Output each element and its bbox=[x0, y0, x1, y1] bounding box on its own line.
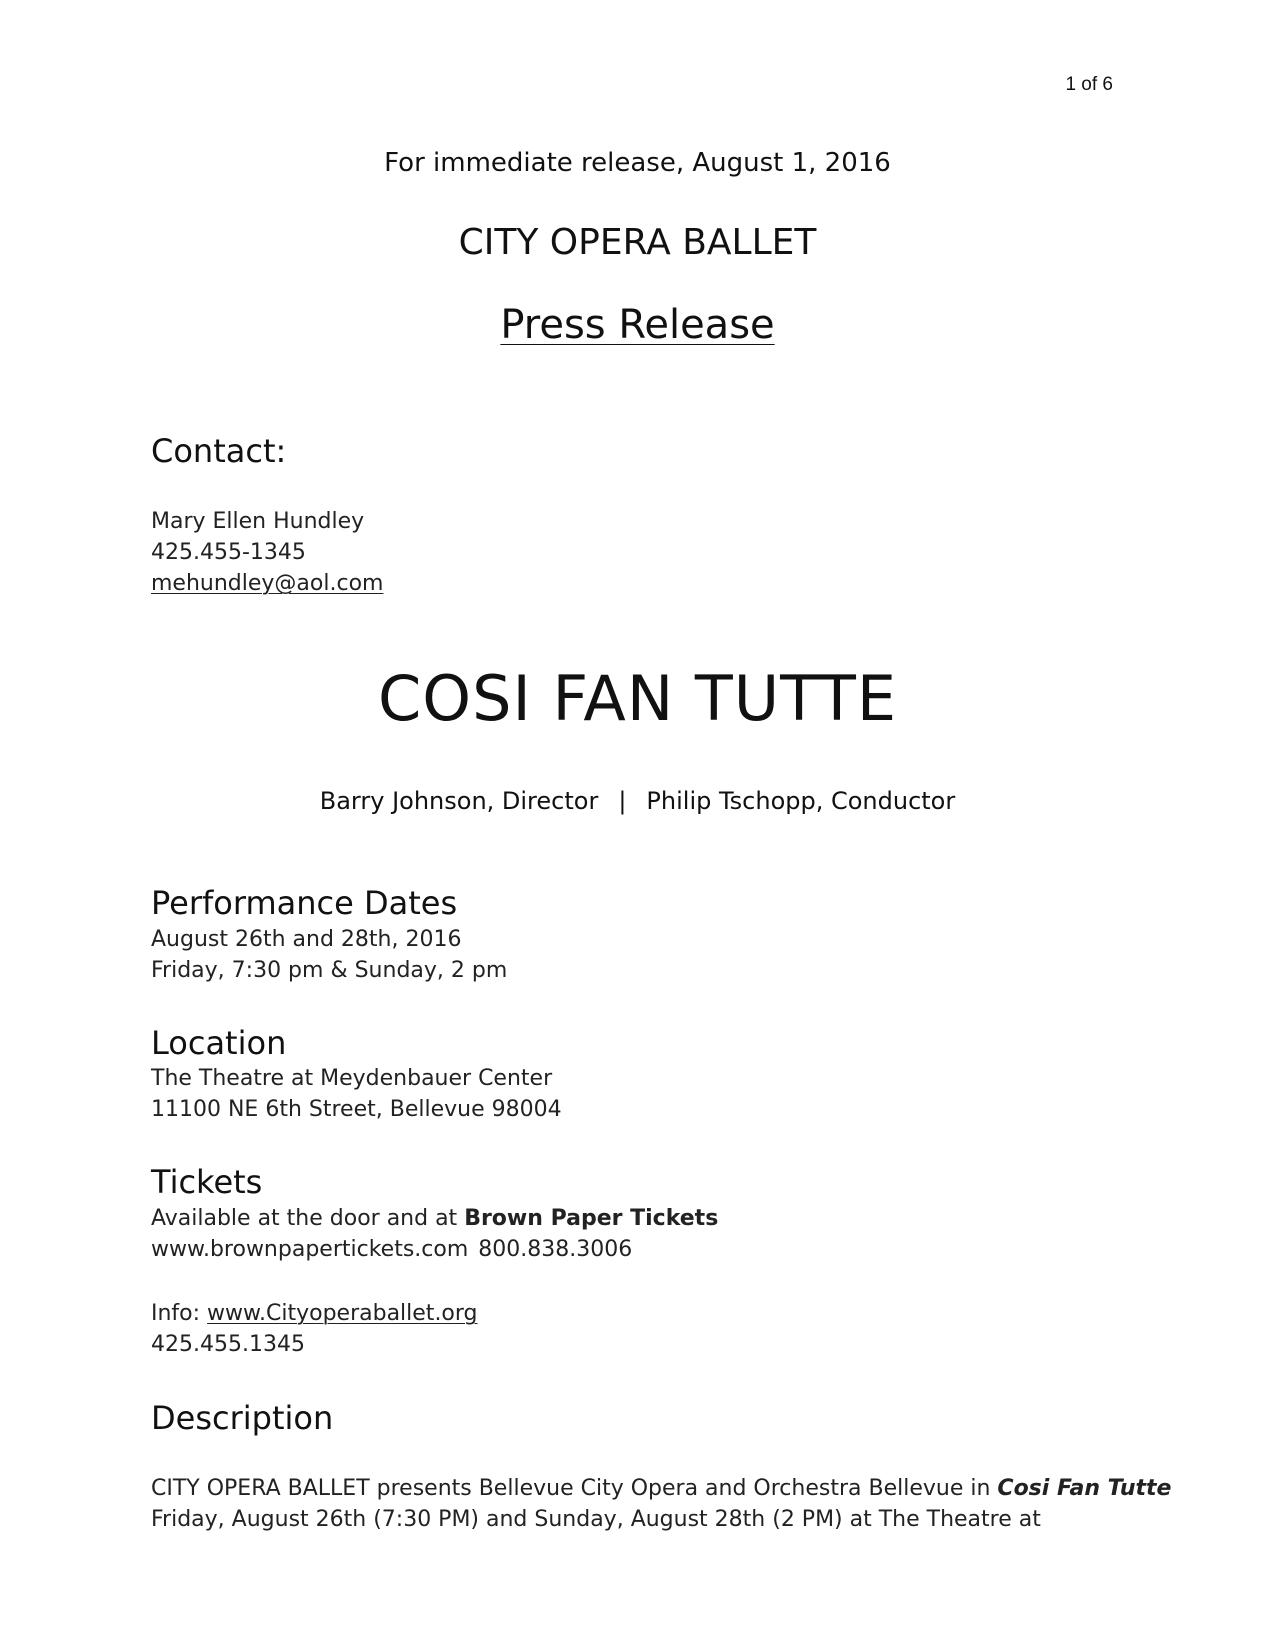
press-release-label: Press Release bbox=[500, 302, 775, 348]
production-title: COSI FAN TUTTE bbox=[378, 662, 897, 735]
tickets-availability-text: Available at the door and at bbox=[151, 1206, 465, 1231]
organization-name: CITY OPERA BALLET bbox=[458, 222, 817, 263]
contact-block bbox=[151, 506, 383, 599]
info-line bbox=[151, 1298, 478, 1329]
description-heading: Description bbox=[151, 1399, 334, 1437]
page-number: 1 of 6 bbox=[1065, 74, 1113, 95]
tickets-availability-line bbox=[151, 1203, 718, 1234]
production-credits bbox=[0, 787, 1275, 815]
performance-dates-heading: Performance Dates bbox=[151, 884, 458, 922]
conductor-credit: Philip Tschopp, Conductor bbox=[646, 787, 956, 815]
credit-separator: | bbox=[618, 787, 627, 815]
performance-dates-block bbox=[151, 924, 507, 986]
ticket-website: www.brownpapertickets.com bbox=[151, 1237, 469, 1262]
contact-email-link[interactable]: mehundley@aol.com bbox=[151, 571, 384, 596]
info-phone: 425.455.1345 bbox=[151, 1332, 305, 1357]
document-type-heading bbox=[0, 302, 1275, 348]
description-block bbox=[151, 1473, 1171, 1535]
contact-phone: 425.455-1345 bbox=[151, 540, 306, 565]
tickets-heading: Tickets bbox=[151, 1163, 263, 1201]
description-line-1 bbox=[151, 1473, 1171, 1504]
description-intro: CITY OPERA BALLET presents Bellevue City Opera and Orchestra Bellevue in bbox=[151, 1476, 998, 1501]
tickets-contact-line bbox=[151, 1234, 718, 1265]
info-website-link[interactable]: www.Cityoperaballet.org bbox=[207, 1301, 478, 1326]
release-date-line: For immediate release, August 1, 2016 bbox=[384, 148, 891, 178]
performance-dates-line: August 26th and 28th, 2016 bbox=[151, 927, 462, 952]
ticket-phone: 800.838.3006 bbox=[478, 1237, 633, 1262]
info-block bbox=[151, 1298, 478, 1360]
venue-address: 11100 NE 6th Street, Bellevue 98004 bbox=[151, 1097, 562, 1122]
contact-heading: Contact: bbox=[151, 432, 287, 470]
director-credit: Barry Johnson, Director bbox=[319, 787, 599, 815]
description-line-2: Friday, August 26th (7:30 PM) and Sunday, August 28th (2 PM) at The Theatre at bbox=[151, 1507, 1041, 1532]
description-title: Cosi Fan Tutte bbox=[997, 1476, 1172, 1501]
info-label: Info: bbox=[151, 1301, 208, 1326]
location-block bbox=[151, 1063, 562, 1125]
venue-name: The Theatre at Meydenbauer Center bbox=[151, 1066, 553, 1091]
contact-name: Mary Ellen Hundley bbox=[151, 509, 365, 534]
performance-times-line: Friday, 7:30 pm & Sunday, 2 pm bbox=[151, 958, 508, 983]
tickets-block bbox=[151, 1203, 718, 1265]
location-heading: Location bbox=[151, 1024, 287, 1062]
ticket-vendor: Brown Paper Tickets bbox=[464, 1206, 719, 1231]
